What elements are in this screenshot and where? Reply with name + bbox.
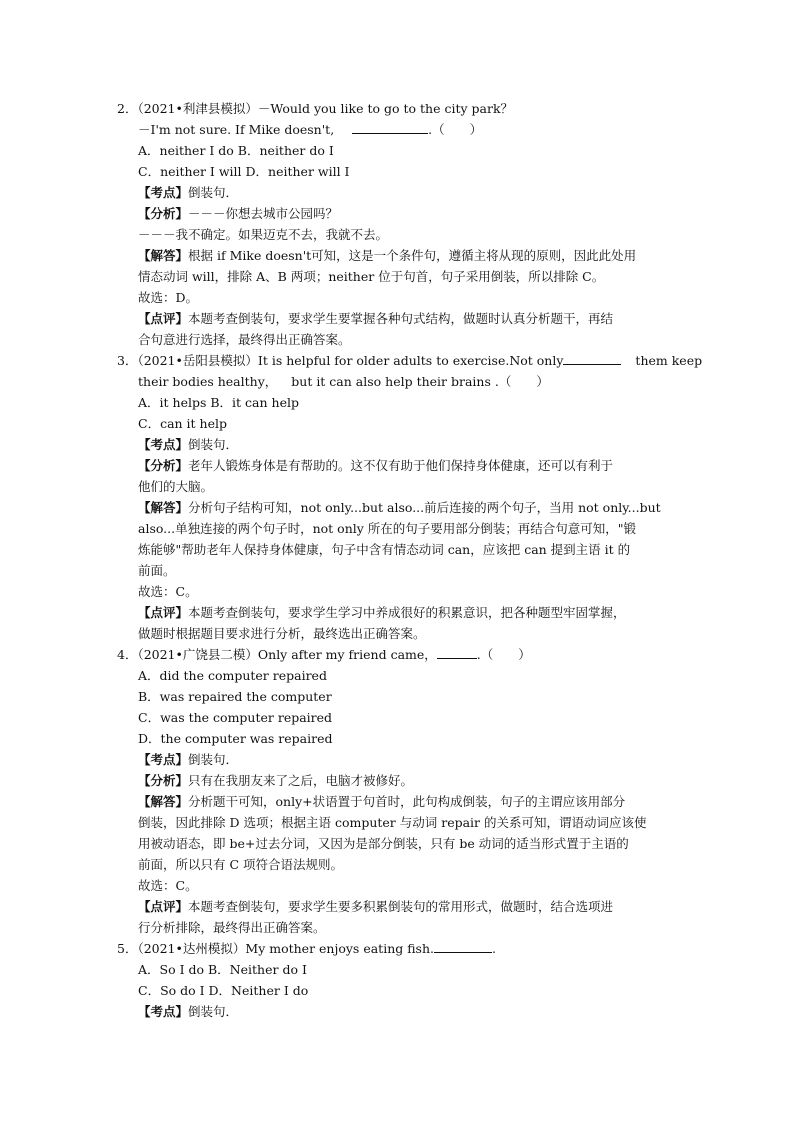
question-source: （2021•广饶县二模） — [137, 647, 258, 662]
fenxi-line — [117, 203, 677, 224]
question-text: －I'm not sure. If Mike doesn't, — [138, 122, 335, 137]
jieda-text: 分析题干可知，only+状语置于句首时，此句构成倒装，句子的主谓应该用部分 — [188, 794, 626, 809]
fenxi-tag: 【分析】 — [138, 458, 189, 473]
option-line: C．So do I D．Neither I do — [138, 983, 309, 998]
answer-line: 故选：C。 — [138, 584, 198, 599]
question-number: 5． — [117, 941, 138, 956]
answer-line: 故选：D。 — [138, 290, 199, 305]
question-4 — [117, 644, 677, 938]
answer-blank — [437, 646, 477, 659]
jieda-tag: 【解答】 — [138, 794, 189, 809]
question-text: It is helpful for older adults to exercise.Not only — [257, 353, 564, 368]
fenxi-text: 老年人锻炼身体是有帮助的。这不仅有助于他们保持身体健康，还可以有利于 — [188, 458, 614, 473]
question-text: －Would you like to go to the city park？ — [257, 101, 514, 116]
dianping-line — [117, 602, 677, 623]
option-line: A．did the computer repaired — [138, 668, 327, 683]
question-text: My mother enjoys eating fish. — [245, 941, 434, 956]
dianping-text: 本题考查倒装句，要求学生要多积累倒装句的常用形式，做题时，结合选项进 — [188, 899, 614, 914]
jieda-line — [117, 245, 677, 266]
question-text: but it can also help their brains .（ ） — [291, 374, 549, 389]
fenxi-line — [117, 770, 677, 791]
answer-blank — [352, 121, 428, 134]
question-line — [117, 119, 677, 140]
kaodian-tag: 【考点】 — [138, 752, 189, 767]
question-stem — [117, 644, 677, 665]
jieda-line: 前面。 — [138, 563, 176, 578]
option-line: C．neither I will D．neither will I — [138, 164, 350, 179]
kaodian-text: 倒装句． — [188, 185, 239, 200]
question-stem — [117, 350, 703, 371]
question-text: Only after my friend came， — [257, 647, 437, 662]
dianping-tag: 【点评】 — [138, 605, 189, 620]
kaodian-line — [117, 749, 677, 770]
jieda-line: 倒装，因此排除 D 选项；根据主语 computer 与动词 repair 的关系可知，谓语动词应该使 — [138, 815, 647, 830]
kaodian-tag: 【考点】 — [138, 185, 189, 200]
question-source: （2021•利津县模拟） — [137, 101, 258, 116]
question-text: them keep — [635, 353, 703, 368]
kaodian-text: 倒装句． — [188, 752, 239, 767]
answer-paren: .（ ） — [476, 647, 531, 662]
option-line: D．the computer was repaired — [138, 731, 333, 746]
question-text: their bodies healthy， — [138, 374, 278, 389]
answer-blank — [563, 352, 621, 365]
option-line: A．neither I do B．neither do I — [138, 143, 334, 158]
fenxi-tag: 【分析】 — [138, 773, 189, 788]
jieda-tag: 【解答】 — [138, 248, 189, 263]
dianping-text: 本题考查倒装句，要求学生学习中养成很好的积累意识，把各种题型牢固掌握， — [188, 605, 626, 620]
dianping-line: 行分析排除，最终得出正确答案。 — [138, 920, 326, 935]
jieda-line — [117, 791, 677, 812]
kaodian-line — [117, 434, 677, 455]
fenxi-tag: 【分析】 — [138, 206, 189, 221]
dianping-text: 本题考查倒装句，要求学生要掌握各种句式结构，做题时认真分析题干，再结 — [188, 311, 614, 326]
kaodian-tag: 【考点】 — [138, 1004, 189, 1019]
answer-blank — [434, 940, 492, 953]
question-stem — [117, 98, 677, 119]
fenxi-text: －－－你想去城市公园吗？ — [188, 206, 339, 221]
kaodian-line — [117, 1001, 677, 1022]
dianping-line: 合句意进行选择，最终得出正确答案。 — [138, 332, 351, 347]
question-line — [117, 371, 677, 392]
kaodian-line — [117, 182, 677, 203]
answer-line: 故选：C。 — [138, 878, 198, 893]
question-2 — [117, 98, 677, 350]
answer-paren: .（ ） — [428, 122, 483, 137]
fenxi-text: 只有在我朋友来了之后，电脑才被修好。 — [188, 773, 414, 788]
question-stem — [117, 938, 677, 959]
jieda-line: 情态动词 will，排除 A、B 两项；neither 位于句首，句子采用倒装，所以排除 C。 — [138, 269, 605, 284]
jieda-line: 炼能够"帮助老年人保持身体健康，句子中含有情态动词 can，应该把 can 提到主语 it 的 — [138, 542, 631, 557]
option-line: C．can it help — [138, 416, 227, 431]
question-number: 3． — [117, 353, 138, 368]
question-source: （2021•岳阳县模拟） — [137, 353, 258, 368]
question-number: 4． — [117, 647, 138, 662]
option-line: A．it helps B．it can help — [138, 395, 299, 410]
question-text: . — [492, 941, 496, 956]
fenxi-line: －－－我不确定。如果迈克不去，我就不去。 — [138, 227, 389, 242]
dianping-tag: 【点评】 — [138, 311, 189, 326]
question-3 — [117, 350, 703, 644]
kaodian-text: 倒装句． — [188, 1004, 239, 1019]
dianping-line — [117, 308, 677, 329]
kaodian-text: 倒装句． — [188, 437, 239, 452]
dianping-line — [117, 896, 677, 917]
jieda-line: also...单独连接的两个句子时，not only 所在的句子要用部分倒装；再结合句意可知，"锻 — [138, 521, 637, 536]
question-number: 2． — [117, 101, 138, 116]
fenxi-line — [117, 455, 677, 476]
jieda-line: 前面，所以只有 C 项符合语法规则。 — [138, 857, 344, 872]
option-line: A．So I do B．Neither do I — [138, 962, 307, 977]
fenxi-line: 他们的大脑。 — [138, 479, 214, 494]
option-line: B．was repaired the computer — [138, 689, 332, 704]
kaodian-tag: 【考点】 — [138, 437, 189, 452]
jieda-line: 用被动语态，即 be+过去分词，又因为是部分倒装，只有 be 动词的适当形式置于主语的 — [138, 836, 629, 851]
jieda-text: 分析句子结构可知，not only...but also...前后连接的两个句子，当用 not only...but — [188, 500, 661, 515]
question-5 — [117, 938, 677, 1022]
dianping-tag: 【点评】 — [138, 899, 189, 914]
question-source: （2021•达州模拟） — [137, 941, 246, 956]
option-line: C．was the computer repaired — [138, 710, 333, 725]
dianping-line: 做题时根据题目要求进行分析，最终选出正确答案。 — [138, 626, 426, 641]
jieda-line — [117, 497, 677, 518]
jieda-tag: 【解答】 — [138, 500, 189, 515]
jieda-text: 根据 if Mike doesn't可知，这是一个条件句，遵循主将从现的原则，因此此处用 — [188, 248, 637, 263]
